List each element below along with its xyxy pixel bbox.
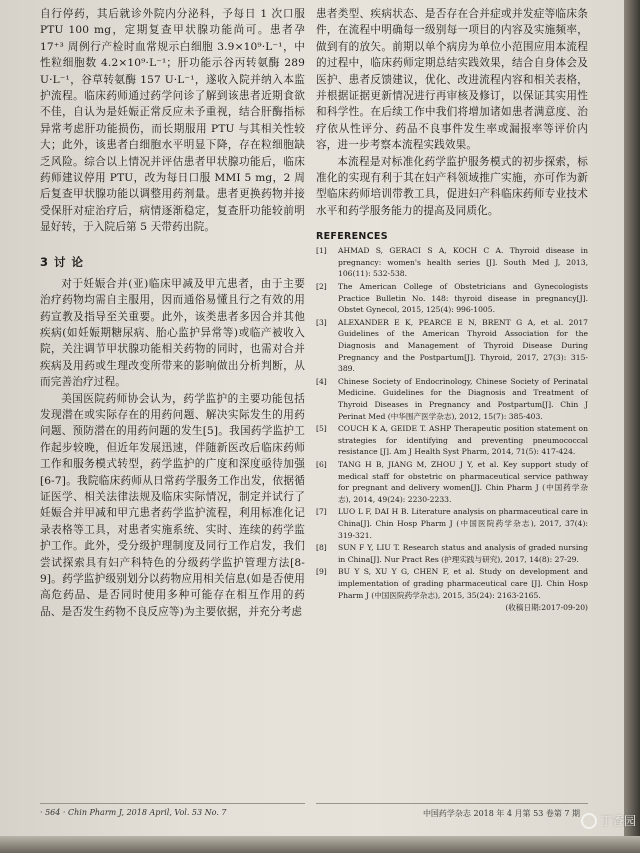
references-title: REFERENCES <box>316 231 388 243</box>
reference-text: COUCH K A, GEIDE T. ASHP Therapeutic position statement on strategies for identifying and preventing pneumococcal resistance [J]. Am J Health Syst Pharm, 2014, 71(5): 417-424. <box>338 424 588 457</box>
section-heading: 3 讨 论 <box>40 254 85 269</box>
received-date: (收稿日期:2017-09-20) <box>505 603 588 613</box>
reference-item <box>316 459 588 505</box>
reference-number: [8] <box>316 543 327 553</box>
reference-text: The American College of Obstetricians and Gynecologists Practice Bulletin No. 148: thyroid disease in pregnancy[J]. Obstet Gynecol, 2015, 125(4): 996-1005. <box>338 282 588 315</box>
right-column <box>316 6 588 613</box>
reference-number: [1] <box>316 246 327 256</box>
reference-item <box>316 566 588 601</box>
right-paragraph-1: 患者类型、疾病状态、是否存在合并症或并发症等临床条件，在流程中明确每一级别每一项目的内容及实施频率，做到有的放矢。前期以单个病房为单位小范围应用本流程的过程中，临床药师定期总结实践效果，结合自身体会及医护、患者反馈建议，优化、改进流程内容和相关表格，并根据证据更新情况进行再审核及修订，以保证其实用性和科学性。在后续工作中我们将增加诸如患者满意度、治疗依从性评分、药品不良事件发生率或漏报率等评价内容，进一步考察本流程实践效果。 <box>316 8 588 152</box>
page-edge-shadow <box>624 0 640 853</box>
reference-text: SUN F Y, LIU T. Research status and analysis of graded nursing in China[J]. Nur Pract Res (护理实践与研究), 2017, 14(8): 27-29. <box>338 543 588 564</box>
footer-divider <box>316 803 588 804</box>
reference-text: AHMAD S, GERACI S A, KOCH C A. Thyroid disease in pregnancy: women's health series [J]. South Med J, 2013, 106(11): 532-538. <box>338 246 588 279</box>
footer-divider <box>40 803 305 804</box>
reference-text: TANG H B, JIANG M, ZHOU J Y, et al. Key support study of medical staff for obstetric on pharmaceutical service pathway for pregnant and delivery women[J]. Chin Pharm J (中国药学杂志), 2014, 49(24): 2230-2233. <box>338 459 588 504</box>
right-paragraph-2: 本流程是对标准化药学监护服务模式的初步探索，标准化的实现有利于其在妇产科领域推广实施，亦可作为新型临床药师培训带教工具，促进妇产科临床药师专业技术水平和药学服务能力的提高及同质化。 <box>316 155 588 217</box>
reference-text: Chinese Society of Endocrinology, Chinese Society of Perinatal Medicine. Guidelines for the Diagnosis and Treatment of Thyroid Diseases in Pregnancy and Postpartum[J]. Chin J Perinat Med (中华围产医学杂志), 2012, 15(7): 385-403. <box>338 376 588 421</box>
left-column <box>40 6 305 620</box>
reference-number: [4] <box>316 376 327 386</box>
bottom-shadow <box>0 836 640 853</box>
watermark-text: 丁香园 <box>599 814 636 828</box>
watermark <box>581 812 636 829</box>
case-paragraph: 自行停药，其后就诊外院内分泌科，予每日 1 次口服 PTU 100 mg，定期复查甲状腺功能尚可。患者孕 17⁺³ 周例行产检时血常规示白细胞 3.9×10⁹·L⁻¹，中性粒细胞数 4.2×10⁹·L⁻¹；肝功能示谷丙转氨酶 289 U·L⁻¹，谷草转氨酶 157 U·L⁻¹，遂收入院并纳入本监护流程。临床药师通过药学问诊了解到该患者近期食欲不佳，自认为是妊娠正常反应未予重视，结合肝酶指标异常考虑肝功能损伤，而长期服用 PTU 与其相关性较大；此外，该患者白细胞水平明显下降，存在粒细胞缺乏风险。综合以上情况并评估患者甲状腺功能后，临床药师建议停用 PTU，改为每日口服 MMI 5 mg，2 周后复查甲状腺功能以调整用药剂量。患者更换药物并接受保肝对症治疗后，病情逐渐稳定，复查肝功能较前明显好转，于入院后第 5 天带药出院。 <box>40 8 305 234</box>
reference-number: [2] <box>316 282 327 292</box>
reference-item <box>316 542 588 565</box>
reference-number: [7] <box>316 507 327 517</box>
reference-text: LUO L F, DAI H B. Literature analysis on pharmaceutical care in China[J]. Chin Hosp Pharm J (中国医院药学杂志), 2017, 37(4): 319-321. <box>338 507 588 540</box>
watermark-logo-icon <box>581 813 597 829</box>
reference-list <box>316 245 588 601</box>
footer-journal-info: 中国药学杂志 2018 年 4 月第 53 卷第 7 期 <box>422 809 580 818</box>
reference-number: [9] <box>316 567 327 577</box>
footer-page-info: · 564 · Chin Pharm J, 2018 April, Vol. 53 No. 7 <box>40 808 227 817</box>
reference-item <box>316 506 588 541</box>
discussion-paragraph-2: 美国医院药师协会认为，药学监护的主要功能包括发现潜在或实际存在的用药问题、解决实际发生的用药问题、预防潜在的用药问题的发生[5]。我国药学监护工作起步较晚，但近年发展迅速，伴随新医改后临床药师工作和服务模式转型，药学监护的广度和深度亟待加强[6-7]。我院临床药师从日常药学服务工作出发，依据循证医学、相关法律法规及临床实际情况，制定并试行了妊娠合并甲减和甲亢患者药学监护流程，利用标准化记录表格等工具，对患者实施系统、实时、连续的药学监护工作。此外，受分级护理制度及同行工作启发，我们尝试探索具有妇产科特色的分级药学监护管理方法[8-9]。药学监护级别划分以药物应用相关信息(如是否使用高危药品、是否同时使用多种可能存在相互作用的药品、是否发生药物不良反应等)为主要依据，并充分考虑 <box>40 392 305 618</box>
reference-number: [3] <box>316 317 327 327</box>
reference-item <box>316 317 588 375</box>
reference-number: [6] <box>316 459 327 469</box>
reference-item <box>316 245 588 280</box>
reference-text: BU Y S, XU Y G, CHEN F, et al. Study on development and implementation of grading pharmaceutical care [J]. Chin Hosp Pharm J (中国医院药学杂志), 2015, 35(24): 2163-2165. <box>338 567 588 600</box>
reference-item <box>316 281 588 316</box>
reference-item <box>316 376 588 422</box>
reference-number: [5] <box>316 424 327 434</box>
reference-text: ALEXANDER E K, PEARCE E N, BRENT G A, et al. 2017 Guidelines of the American Thyroid Association for the Diagnosis and Management of Thyroid Disease During Pregnancy and the Postpartum[J]. Thyroid, 2017, 27(3): 315-389. <box>338 317 588 374</box>
discussion-paragraph-1: 对于妊娠合并(亚)临床甲减及甲亢患者，由于主要治疗药物均需自主服用，因而通俗易懂且行之有效的用药宣教及指导至关重要。此外，该类患者多因合并其他疾病(如妊娠期糖尿病、胎心监护异常等)或临产被收入院，关注调节甲状腺功能相关药物的同时，也需对合并疾病及用药或生理改变所带来的影响做出分析判断，从而完善治疗过程。 <box>40 277 305 389</box>
reference-item <box>316 423 588 458</box>
